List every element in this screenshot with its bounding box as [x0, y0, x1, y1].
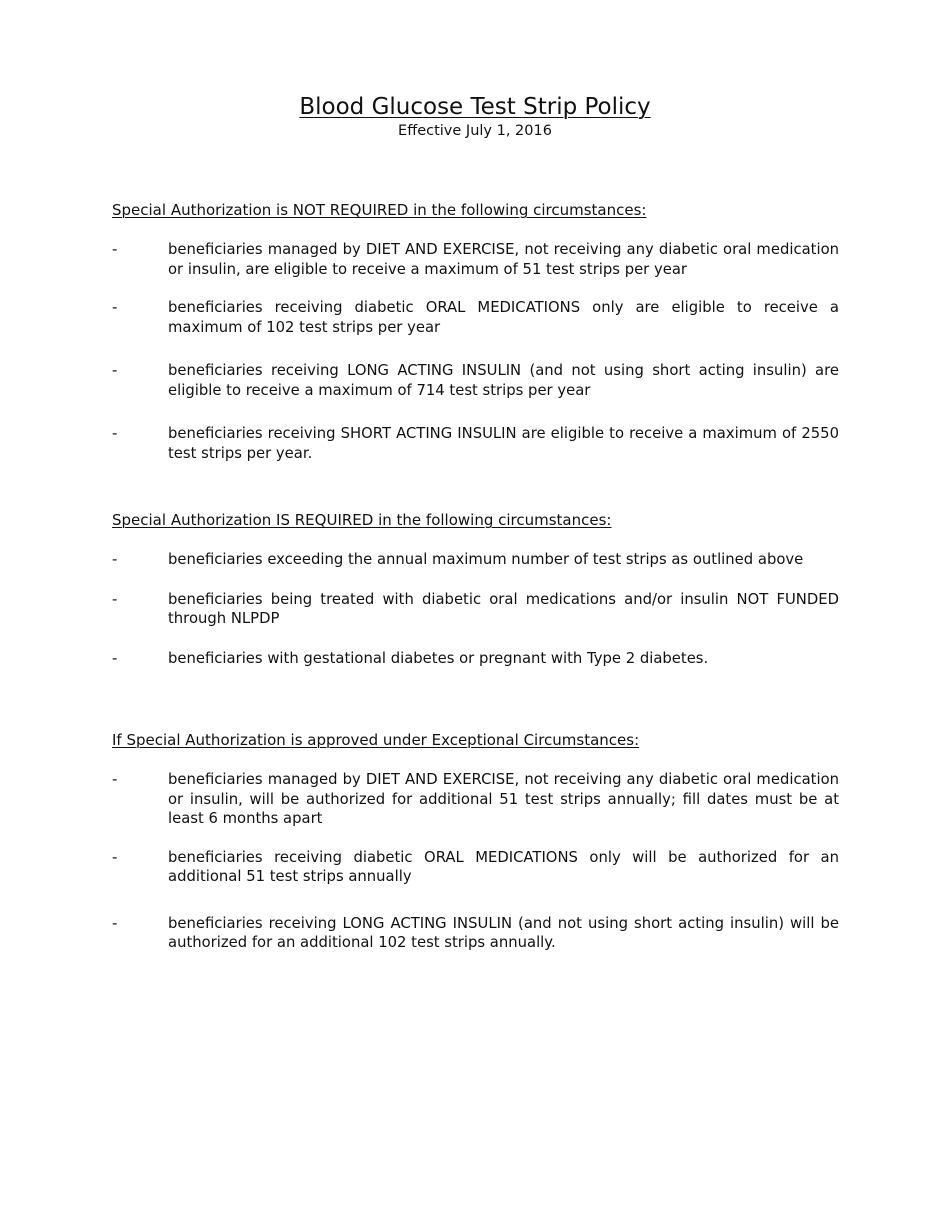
section-required	[112, 510, 839, 688]
document-title: Blood Glucose Test Strip Policy	[299, 94, 651, 120]
effective-date: Effective July 1, 2016	[398, 123, 552, 139]
list-item-text: beneficiaries receiving LONG ACTING INSULIN (and not using short acting insulin) are eligible to receive a maximum of 714 test strips per year	[168, 362, 839, 399]
section-heading: Special Authorization is NOT REQUIRED in the following circumstances:	[112, 201, 647, 219]
list-item-text: beneficiaries with gestational diabetes or pregnant with Type 2 diabetes.	[168, 649, 709, 667]
bullet-dash: -	[112, 299, 118, 316]
item-list	[112, 770, 839, 953]
list-item	[112, 361, 839, 400]
list-item	[112, 590, 839, 629]
item-list	[112, 550, 839, 668]
list-item-text: beneficiaries managed by DIET AND EXERCISE, not receiving any diabetic oral medication or insulin, are eligible to receive a maximum of 51 test strips per year	[168, 241, 839, 278]
section-heading: If Special Authorization is approved under Exceptional Circumstances:	[112, 731, 640, 749]
list-item	[112, 240, 839, 279]
list-item-text: beneficiaries being treated with diabetic oral medications and/or insulin NOT FUNDED through NLPDP	[168, 590, 839, 627]
bullet-dash: -	[112, 362, 118, 379]
list-item-text: beneficiaries managed by DIET AND EXERCISE, not receiving any diabetic oral medication or insulin, will be authorized for additional 51 test strips annually; fill dates must be at least 6 months apart	[168, 771, 839, 827]
list-item-text: beneficiaries exceeding the annual maximum number of test strips as outlined above	[168, 551, 804, 568]
bullet-dash: -	[112, 551, 118, 568]
list-item	[112, 298, 839, 337]
list-item	[112, 914, 839, 953]
bullet-dash: -	[112, 649, 118, 667]
item-list	[112, 240, 839, 463]
list-item	[112, 848, 839, 887]
section-not-required	[112, 200, 839, 463]
list-item	[112, 649, 839, 669]
section-exceptional	[112, 730, 839, 953]
list-item-text: beneficiaries receiving diabetic ORAL MEDICATIONS only will be authorized for an additional 51 test strips annually	[168, 848, 839, 885]
list-item-text: beneficiaries receiving SHORT ACTING INSULIN are eligible to receive a maximum of 2550 test strips per year.	[168, 425, 839, 462]
section-heading: Special Authorization IS REQUIRED in the following circumstances:	[112, 511, 612, 529]
list-item	[112, 550, 839, 570]
bullet-dash: -	[112, 425, 118, 442]
list-item-text: beneficiaries receiving LONG ACTING INSULIN (and not using short acting insulin) will be authorized for an additional 102 test strips annually.	[168, 914, 839, 951]
bullet-dash: -	[112, 914, 118, 932]
bullet-dash: -	[112, 848, 118, 866]
list-item	[112, 770, 839, 829]
bullet-dash: -	[112, 590, 118, 608]
bullet-dash: -	[112, 241, 118, 258]
bullet-dash: -	[112, 771, 118, 788]
list-item	[112, 424, 839, 463]
list-item-text: beneficiaries receiving diabetic ORAL MEDICATIONS only are eligible to receive a maximum of 102 test strips per year	[168, 299, 839, 336]
